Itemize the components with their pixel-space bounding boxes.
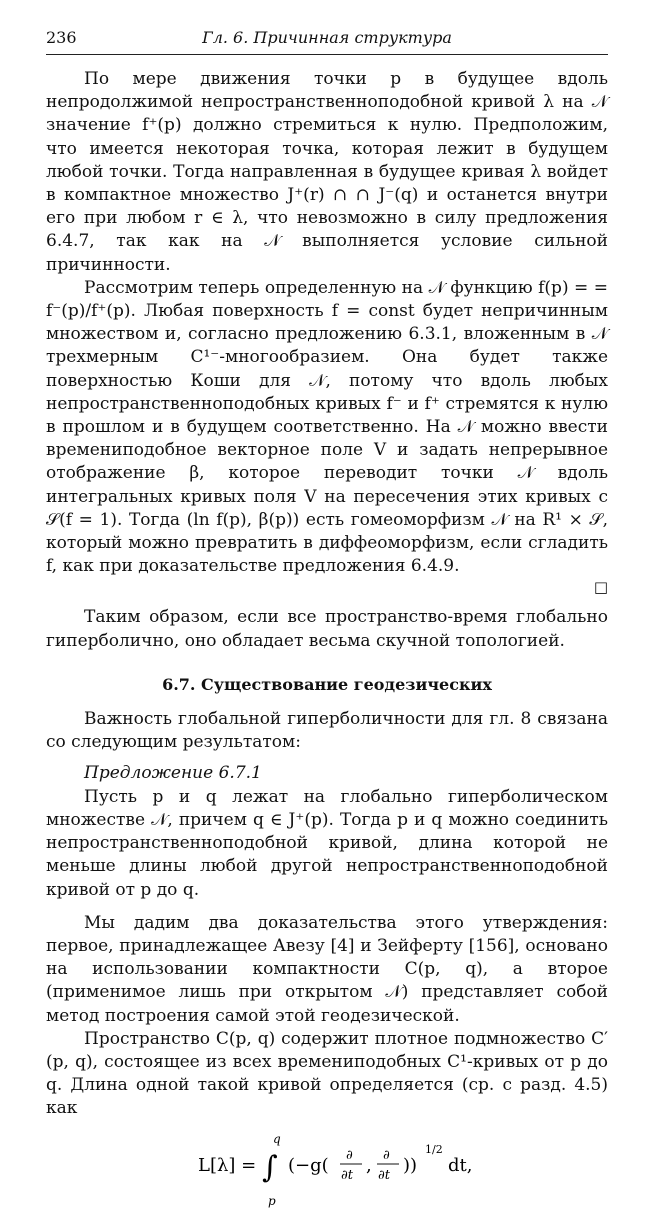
paragraph-1: По мере движения точки p в будущее вдоль непродолжимой непространственноподобной кривой λ на 𝒩 значение f⁺(p) должно стремиться к нулю. Предположим, что имеется некоторая точка, которая лежит в будущем любой точки. Тогда направленная в будущее кривая λ войдет в компактное множество J⁺(r) ∩ ∩ J⁻(q) и останется внутри его при любом r ∈ λ, что невозможно в силу предложения 6.4.7, так как на 𝒩 выполняется условие сильной причинности.: [46, 69, 608, 275]
frac1-num: ∂: [346, 1147, 353, 1163]
formula-close: )): [403, 1154, 418, 1176]
formula-exponent: 1/2: [425, 1142, 443, 1156]
proposition-statement: Пусть p и q лежат на глобально гиперболическом множестве 𝒩, причем q ∈ J⁺(p). Тогда p и q можно соединить непространственноподобной кривой, длина которой не меньше длины любой другой непространственноподобной кривой от p до q.: [46, 786, 608, 900]
section-heading: 6.7. Существование геодезических: [162, 674, 492, 694]
header-rule: [46, 54, 608, 55]
frac2-den: ∂t: [378, 1167, 390, 1183]
formula-comma: ,: [366, 1154, 372, 1176]
formula-tail: dt,: [448, 1154, 473, 1176]
paragraph-2: Рассмотрим теперь определенную на 𝒩 функцию f(p) = = f⁻(p)/f⁺(p). Любая поверхность f = const будет непричинным множеством и, согласно предложению 6.3.1, вложенным в 𝒩 трехмерным C¹⁻-многообразием. Она будет также поверхностью Коши для 𝒩, потому что вдоль любых непространственноподобных кривых f⁻ и f⁺ стремятся к нулю в прошлом и в будущем соответственно. На 𝒩 можно ввести времениподобное векторное поле V и задать непрерывное отображение β, которое переводит точки 𝒩 вдоль интегральных кривых поля V на пересечения этих кривых с 𝒮(f = 1). Тогда (ln f(p), β(p)) есть гомеоморфизм 𝒩 на R¹ × 𝒮, который можно превратить в диффеоморфизм, если сгладить f, как при доказательстве предложения 6.4.9.: [46, 277, 608, 577]
integral-sign: ∫: [262, 1149, 278, 1185]
paragraph-3: Таким образом, если все пространство-время глобально гиперболично, оно обладает весьма скучной топологией.: [46, 607, 608, 651]
proposition-title: Предложение 6.7.1: [84, 763, 262, 784]
paragraph-4: Важность глобальной гиперболичности для гл. 8 связана со следующим результатом:: [46, 709, 608, 753]
frac1-den: ∂t: [341, 1167, 353, 1183]
frac2-num: ∂: [383, 1147, 390, 1163]
page-body: [46, 68, 608, 1209]
length-formula: [46, 1129, 608, 1209]
paragraph-7: Пространство C(p, q) содержит плотное подмножество C′(p, q), состоящее из всех времениподобных C¹-кривых от p до q. Длина одной такой кривой определяется (ср. с разд. 4.5) как: [46, 1028, 608, 1119]
qed-symbol: □: [593, 578, 608, 597]
formula-svg: [196, 1129, 516, 1209]
running-title: Гл. 6. Причинная структура: [202, 28, 452, 47]
formula-lhs: L[λ] =: [198, 1154, 257, 1176]
page-number: 236: [46, 28, 77, 47]
page-header: [46, 28, 608, 50]
paragraph-6: Мы дадим два доказательства этого утверждения: первое, принадлежащее Авезу [4] и Зейферту [156], основано на использовании компактности C(p, q), а второе (применимое лишь при открытом 𝒩) представляет собой метод построения самой этой геодезической.: [46, 912, 608, 1026]
lower-limit: p: [268, 1193, 276, 1208]
formula-open: (−g(: [288, 1154, 329, 1176]
upper-limit: q: [273, 1131, 281, 1146]
